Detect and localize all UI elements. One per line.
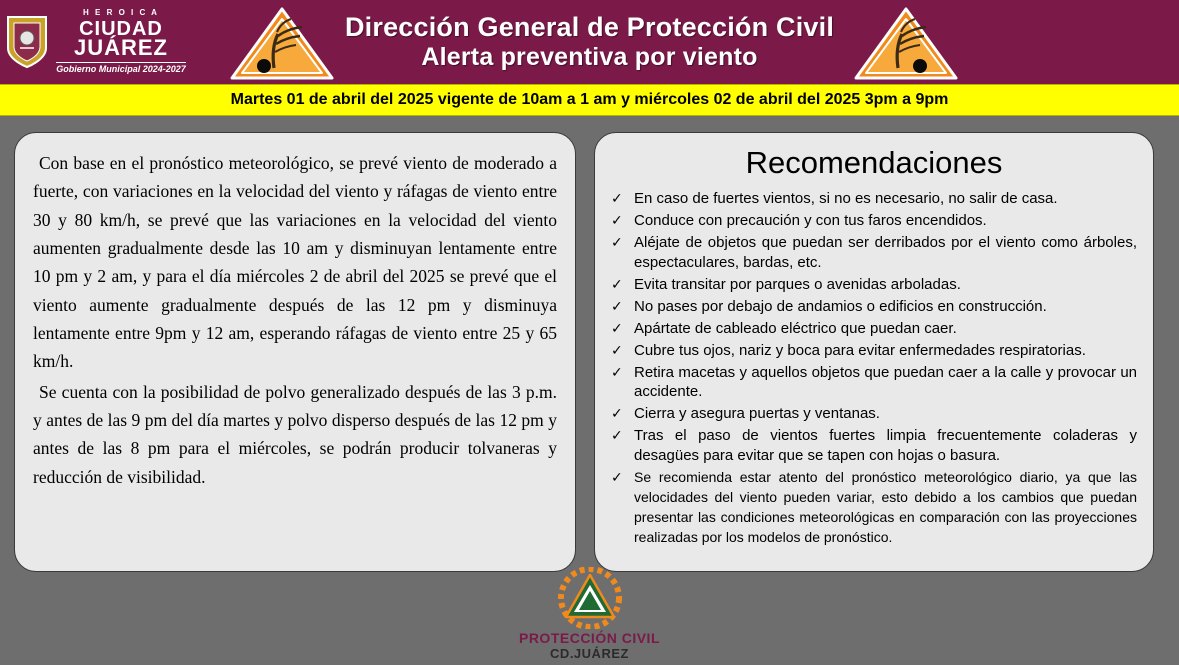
list-item [611, 189, 1137, 209]
check-icon: ✓ [611, 342, 623, 359]
check-icon: ✓ [611, 212, 623, 229]
list-item-text: Cierra y asegura puertas y ventanas. [634, 405, 880, 423]
header-banner [0, 0, 1179, 84]
list-item [611, 363, 1137, 403]
logo-heroica-text: H E R O I C A [83, 8, 159, 18]
list-item-text: Aléjate de objetos que puedan ser derribados por el viento como árboles, espectaculares, bardas, etc. [634, 233, 1137, 271]
list-item [611, 297, 1137, 317]
validity-text: Martes 01 de abril del 2025 vigente de 10am a 1 am y miércoles 02 de abril del 2025 3pm a 9pm [230, 91, 949, 108]
logo-ciudad-text: CIUDAD [79, 17, 163, 40]
list-item-text: No pases por debajo de andamios o edificios en construcción. [634, 297, 1047, 315]
logo-gobierno-text: Gobierno Municipal 2024-2027 [56, 64, 186, 75]
list-item [611, 233, 1137, 273]
city-crest-icon [4, 14, 50, 70]
list-item-text: Conduce con precaución y con tus faros encendidos. [634, 211, 987, 229]
check-icon: ✓ [611, 428, 623, 445]
header-title-block [190, 12, 989, 72]
page-subtitle: Alerta preventiva por viento [421, 43, 758, 72]
list-item-text: En caso de fuertes vientos, si no es necesario, no salir de casa. [634, 190, 1058, 207]
proteccion-civil-triangle-icon [554, 567, 626, 629]
forecast-paragraph-1: Con base en el pronóstico meteorológico, se prevé viento de moderado a fuerte, con variaciones en la velocidad del viento y ráfagas de viento entre 30 y 80 km/h, se prevé que las variaciones en la velocidad del viento aumenten gradualmente desde las 10 am y disminuyan lentamente entre 10 pm y 2 am, y para el día miércoles 2 de abril del 2025 se prevé que el viento aumente gradualmente después de las 12 pm y disminuya lentamente entre 9pm y 12 am, esperando ráfagas de viento entre 25 y 65 km/h. [33, 153, 557, 372]
content-area [0, 116, 1179, 665]
recommendations-panel [594, 132, 1154, 572]
list-item [611, 319, 1137, 339]
forecast-panel [14, 132, 576, 572]
list-item-text: Se recomienda estar atento del pronóstico meteorológico diario, ya que las velocidades del viento pueden variar, esto debido a los cambios que puedan presentar las condiciones meteorológicas en comparación con las proyecciones realizadas por los modelos de pronóstico. [634, 469, 1137, 545]
check-icon: ✓ [611, 191, 623, 207]
check-icon: ✓ [611, 276, 623, 293]
list-item [611, 426, 1137, 466]
list-item-text: Retira macetas y aquellos objetos que puedan caer a la calle y provocar un accidente. [634, 363, 1137, 401]
recommendations-list [611, 189, 1137, 548]
check-icon: ✓ [611, 364, 623, 381]
check-icon: ✓ [611, 406, 623, 423]
check-icon: ✓ [611, 470, 623, 487]
footer-city-name: CD.JUÁREZ [550, 646, 629, 661]
validity-bar [0, 84, 1179, 116]
list-item [611, 404, 1137, 424]
list-item [611, 211, 1137, 231]
list-item [611, 341, 1137, 361]
list-item-text: Evita transitar por parques o avenidas arboladas. [634, 275, 961, 293]
list-item-text: Cubre tus ojos, nariz y boca para evitar enfermedades respiratorias. [634, 341, 1086, 359]
recommendations-title: Recomendaciones [745, 145, 1003, 180]
list-item-text: Tras el paso de vientos fuertes limpia frecuentemente coladeras y desagües para evitar que se tapen con hojas o basura. [634, 427, 1137, 465]
check-icon: ✓ [611, 320, 623, 337]
forecast-paragraph-2: Se cuenta con la posibilidad de polvo generalizado después de las 3 p.m. y antes de las 9 pm del día martes y polvo disperso después de las 12 pm y antes de las 8 pm para el miércoles, se podrán producir tolvaneras y reducción de visibilidad. [33, 381, 557, 487]
footer-logo [0, 567, 1179, 661]
municipal-logo [0, 0, 190, 84]
check-icon: ✓ [611, 234, 623, 251]
list-item [611, 275, 1137, 295]
list-item [611, 468, 1137, 548]
footer-org-name: PROTECCIÓN CIVIL [518, 630, 660, 646]
logo-juarez-text: JUÁREZ [73, 34, 168, 60]
check-icon: ✓ [611, 298, 623, 315]
list-item-text: Apártate de cableado eléctrico que puedan caer. [634, 319, 957, 337]
page-title: Dirección General de Protección Civil [344, 12, 835, 43]
